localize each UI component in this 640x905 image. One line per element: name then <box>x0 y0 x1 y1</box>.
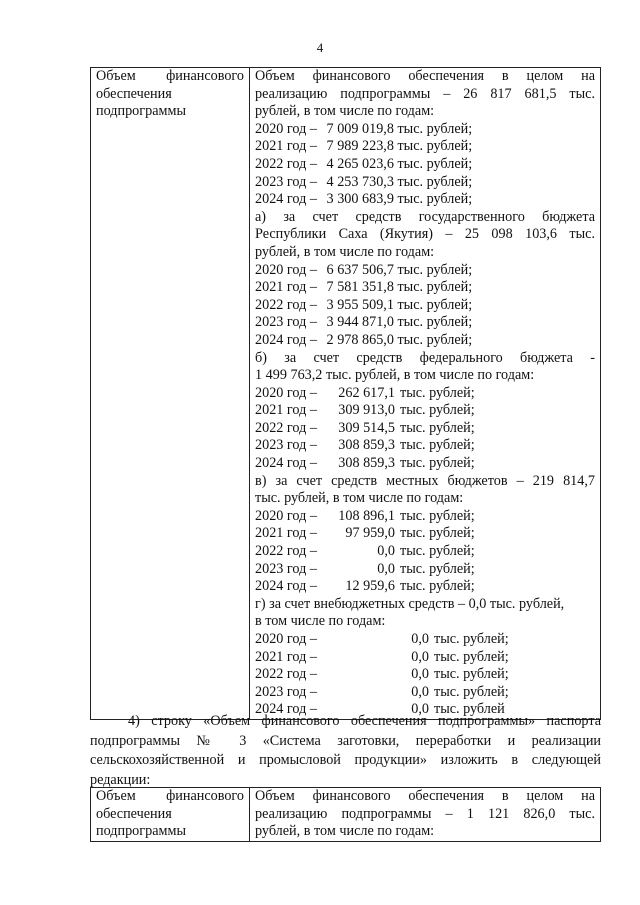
year-unit: тыс. рублей; <box>397 296 473 313</box>
year-amount: 7 989 223,8 тыс. рублей; <box>326 138 473 155</box>
year-row <box>255 191 595 209</box>
year-row <box>255 332 595 350</box>
year-amount: 3 300 683,9 тыс. рублей; <box>326 191 473 208</box>
year-unit: тыс. рублей; <box>397 314 473 331</box>
year-label: 2021 год – <box>255 402 317 419</box>
paragraph-line: редакции: <box>90 771 151 788</box>
year-amount: 0,0 <box>411 701 429 718</box>
year-label: 2020 год – <box>255 261 317 278</box>
year-unit: тыс. рублей; <box>400 402 475 419</box>
year-row <box>255 121 595 139</box>
year-label: 2022 год – <box>255 543 317 560</box>
year-unit: тыс. рублей; <box>400 543 475 560</box>
year-label: 2020 год – <box>255 507 317 524</box>
year-unit: тыс. рублей; <box>400 507 475 524</box>
year-unit: тыс. рублей; <box>434 648 509 665</box>
year-label: 2024 год – <box>255 578 317 595</box>
year-unit: тыс. рублей; <box>434 631 509 647</box>
row-value-cell <box>250 68 601 720</box>
year-amount: 309 514,5 <box>338 419 395 436</box>
year-label: 2020 год – <box>255 384 317 401</box>
year-unit: тыс. рублей; <box>400 384 475 401</box>
year-amount: 0,0 <box>377 543 395 560</box>
year-amount: 0,0 <box>377 560 395 577</box>
section-heading-line: а) за счет средств государственного бюджета <box>255 208 595 225</box>
year-amount: 108 896,1 <box>338 507 395 524</box>
year-row <box>255 174 595 192</box>
year-amount: 0,0 <box>411 648 429 665</box>
financing-table-1 <box>90 67 601 720</box>
year-label: 2021 год – <box>255 138 317 155</box>
year-unit: тыс. рублей; <box>400 437 475 454</box>
section-heading-line: г) за счет внебюджетных средств – 0,0 тыс. рублей, <box>255 595 565 612</box>
year-row <box>255 138 595 156</box>
year-row <box>255 437 595 455</box>
year-label: 2023 год – <box>255 560 317 577</box>
year-unit: тыс. рублей; <box>400 578 475 595</box>
year-amount: 3 955 509,1 <box>326 296 394 313</box>
year-row <box>255 684 595 702</box>
year-amount: 262 617,1 <box>338 384 395 401</box>
row-label-line: Объем финансового <box>96 68 244 84</box>
year-unit: тыс. рублей; <box>397 279 473 296</box>
year-row <box>255 420 595 438</box>
year-label: 2022 год – <box>255 419 317 436</box>
year-unit: тыс. рублей; <box>397 261 473 278</box>
year-row <box>255 649 595 667</box>
year-row <box>255 297 595 315</box>
year-amount: 2 978 865,0 <box>326 331 394 348</box>
year-label: 2024 год – <box>255 701 317 718</box>
paragraph-line: 4) строку «Объем финансового обеспечения подпрограммы» паспорта <box>128 713 601 729</box>
intro-line: рублей, в том числе по годам: <box>255 823 435 840</box>
year-row <box>255 578 595 596</box>
paragraph-line: подпрограммы № 3 «Система заготовки, переработки и реализации <box>90 732 601 749</box>
year-amount: 12 959,6 <box>345 578 395 595</box>
year-row <box>255 402 595 420</box>
section-heading-line: рублей, в том числе по годам: <box>255 243 435 260</box>
page-number: 4 <box>316 40 324 55</box>
intro-line: Объем финансового обеспечения в целом на <box>255 68 595 84</box>
year-row <box>255 156 595 174</box>
year-amount: 7 581 351,8 <box>326 279 394 296</box>
intro-line: рублей, в том числе по годам: <box>255 103 435 120</box>
year-label: 2024 год – <box>255 191 317 208</box>
section-heading-line: в) за счет средств местных бюджетов – 219 814,7 <box>255 472 595 489</box>
year-row <box>255 455 595 473</box>
year-amount: 308 859,3 <box>338 455 395 472</box>
year-amount: 6 637 506,7 <box>326 261 394 278</box>
year-label: 2021 год – <box>255 648 317 665</box>
year-row <box>255 314 595 332</box>
year-unit: тыс. рублей; <box>434 666 509 683</box>
year-row <box>255 543 595 561</box>
year-row <box>255 561 595 579</box>
row-label-line: Объем финансового <box>96 788 244 804</box>
year-amount: 97 959,0 <box>345 525 395 542</box>
year-unit: тыс. рублей; <box>400 525 475 542</box>
intro-line: Объем финансового обеспечения в целом на <box>255 788 595 804</box>
year-unit: тыс. рублей; <box>400 455 475 472</box>
year-row <box>255 262 595 280</box>
year-row <box>255 666 595 684</box>
year-amount: 4 265 023,6 тыс. рублей; <box>326 155 473 172</box>
section-heading-line: тыс. рублей, в том числе по годам: <box>255 490 464 507</box>
row-label-line: подпрограммы <box>96 103 186 120</box>
row-label-line: подпрограммы <box>96 823 186 840</box>
intro-line: реализацию подпрограммы – 26 817 681,5 тыс. <box>255 85 595 102</box>
year-amount: 309 913,0 <box>338 402 395 419</box>
year-label: 2020 год – <box>255 120 317 137</box>
year-unit: тыс. рублей; <box>397 331 473 348</box>
row-label-line: обеспечения <box>96 85 172 102</box>
year-label: 2022 год – <box>255 666 317 683</box>
year-label: 2023 год – <box>255 437 317 454</box>
row-label-cell <box>91 788 250 842</box>
year-label: 2022 год – <box>255 296 317 313</box>
year-unit: тыс. рублей; <box>400 419 475 436</box>
amendment-paragraph <box>90 712 601 790</box>
section-heading-line: б) за счет средств федерального бюджета - <box>255 349 595 366</box>
year-amount: 7 009 019,8 тыс. рублей; <box>326 120 473 137</box>
year-label: 2023 год – <box>255 173 317 190</box>
year-unit: тыс. рублей; <box>434 683 509 700</box>
year-amount: 0,0 <box>411 666 429 683</box>
year-row <box>255 508 595 526</box>
section-heading-line: Республики Саха (Якутия) – 25 098 103,6 тыс. <box>255 226 595 243</box>
year-label: 2024 год – <box>255 455 317 472</box>
year-amount: 0,0 <box>411 631 429 647</box>
year-unit: тыс. рублей; <box>400 560 475 577</box>
intro-line: реализацию подпрограммы – 1 121 826,0 тыс. <box>255 805 595 822</box>
year-label: 2021 год – <box>255 525 317 542</box>
section-heading-line: 1 499 763,2 тыс. рублей, в том числе по годам: <box>255 367 535 384</box>
year-amount: 4 253 730,3 тыс. рублей; <box>326 173 473 190</box>
year-row <box>255 279 595 297</box>
row-label-cell <box>91 68 250 720</box>
year-label: 2024 год – <box>255 331 317 348</box>
section-heading-line: в том числе по годам: <box>255 613 386 630</box>
year-amount: 0,0 <box>411 683 429 700</box>
financing-table-2 <box>90 787 601 842</box>
row-value-cell <box>250 788 601 842</box>
year-label: 2022 год – <box>255 155 317 172</box>
year-row <box>255 385 595 403</box>
year-label: 2021 год – <box>255 279 317 296</box>
year-label: 2020 год – <box>255 631 317 647</box>
year-amount: 3 944 871,0 <box>326 314 394 331</box>
year-label: 2023 год – <box>255 314 317 331</box>
year-row <box>255 631 595 649</box>
paragraph-line: сельскохозяйственной и промысловой продукции» изложить в следующей <box>90 752 601 768</box>
year-unit: тыс. рублей <box>434 701 505 718</box>
row-label-line: обеспечения <box>96 805 172 822</box>
year-amount: 308 859,3 <box>338 437 395 454</box>
year-label: 2023 год – <box>255 683 317 700</box>
year-row <box>255 525 595 543</box>
